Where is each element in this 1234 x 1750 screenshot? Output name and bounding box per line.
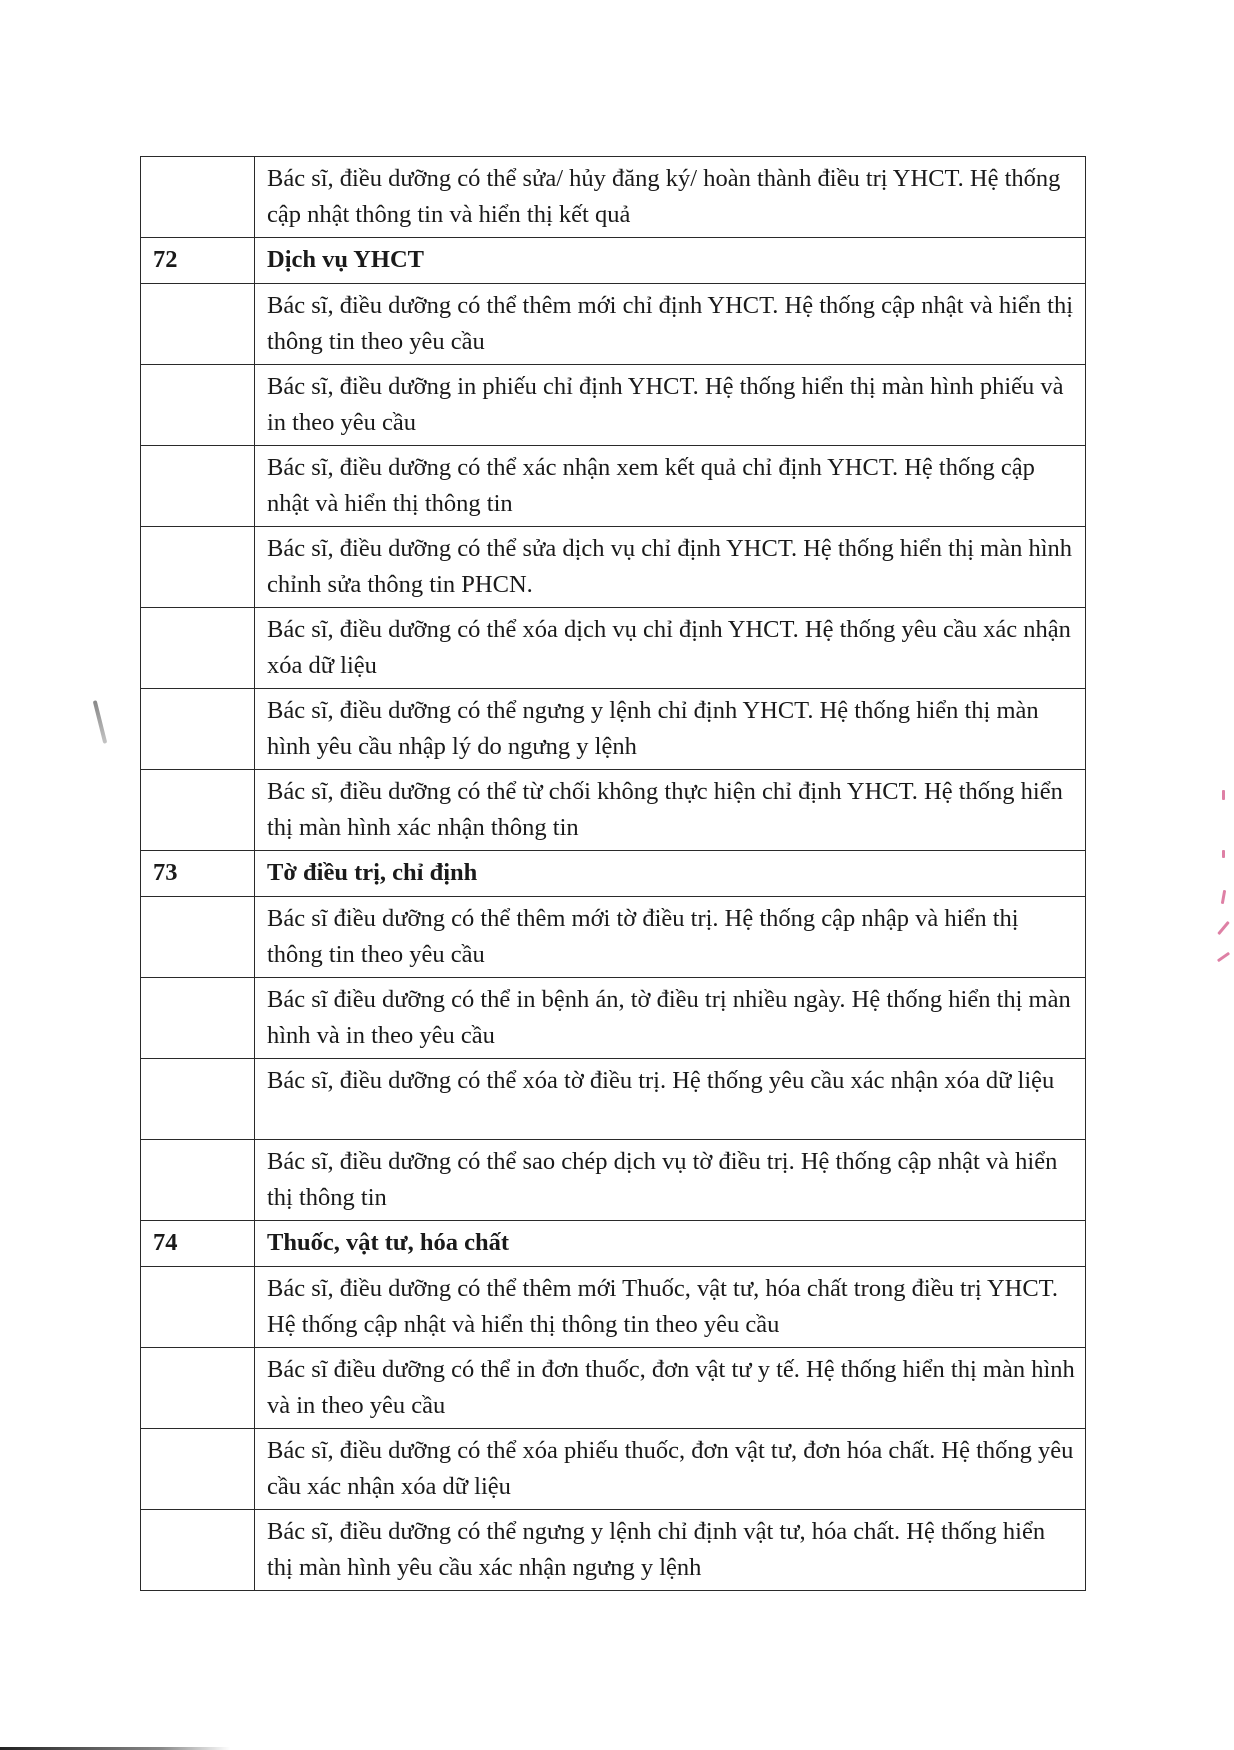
- table-row: [141, 1059, 1086, 1140]
- row-description: Bác sĩ, điều dưỡng có thể sửa dịch vụ chỉ định YHCT. Hệ thống hiển thị màn hình chỉnh sửa thông tin PHCN.: [255, 527, 1086, 608]
- requirements-table-body: [141, 157, 1086, 1591]
- row-description: Bác sĩ, điều dưỡng có thể xóa phiếu thuốc, đơn vật tư, đơn hóa chất. Hệ thống yêu cầu xác nhận xóa dữ liệu: [255, 1429, 1086, 1510]
- row-description: Bác sĩ, điều dưỡng có thể thêm mới Thuốc, vật tư, hóa chất trong điều trị YHCT. Hệ thống cập nhật và hiển thị thông tin theo yêu cầu: [255, 1267, 1086, 1348]
- row-number: [141, 689, 255, 770]
- row-description: Bác sĩ điều dưỡng có thể in đơn thuốc, đơn vật tư y tế. Hệ thống hiển thị màn hình và in theo yêu cầu: [255, 1348, 1086, 1429]
- table-row: [141, 1510, 1086, 1591]
- row-number: [141, 897, 255, 978]
- table-row: [141, 365, 1086, 446]
- section-header-row: [141, 851, 1086, 897]
- section-header-row: [141, 1221, 1086, 1267]
- section-number: 73: [141, 851, 255, 897]
- row-description: Bác sĩ, điều dưỡng có thể xóa dịch vụ chỉ định YHCT. Hệ thống yêu cầu xác nhận xóa dữ liệu: [255, 608, 1086, 689]
- row-number: [141, 1267, 255, 1348]
- row-number: [141, 1059, 255, 1140]
- section-number: 74: [141, 1221, 255, 1267]
- table-row: [141, 527, 1086, 608]
- table-row: [141, 1348, 1086, 1429]
- table-row: [141, 1267, 1086, 1348]
- row-number: [141, 1140, 255, 1221]
- row-description: Bác sĩ, điều dưỡng có thể xóa tờ điều trị. Hệ thống yêu cầu xác nhận xóa dữ liệu: [255, 1059, 1086, 1140]
- requirements-table: [140, 156, 1086, 1591]
- section-title: Thuốc, vật tư, hóa chất: [255, 1221, 1086, 1267]
- table-row: [141, 978, 1086, 1059]
- section-title: Tờ điều trị, chỉ định: [255, 851, 1086, 897]
- row-description: Bác sĩ, điều dưỡng có thể thêm mới chỉ định YHCT. Hệ thống cập nhật và hiển thị thông tin theo yêu cầu: [255, 284, 1086, 365]
- row-number: [141, 770, 255, 851]
- table-row: [141, 446, 1086, 527]
- row-description: Bác sĩ, điều dưỡng có thể xác nhận xem kết quả chỉ định YHCT. Hệ thống cập nhật và hiển thị thông tin: [255, 446, 1086, 527]
- table-row: [141, 284, 1086, 365]
- row-number: [141, 157, 255, 238]
- row-number: [141, 284, 255, 365]
- section-title: Dịch vụ YHCT: [255, 238, 1086, 284]
- table-row: [141, 608, 1086, 689]
- stamp-edge-mark: [1217, 921, 1230, 935]
- row-description: Bác sĩ, điều dưỡng có thể ngưng y lệnh chỉ định vật tư, hóa chất. Hệ thống hiển thị màn hình yêu cầu xác nhận ngưng y lệnh: [255, 1510, 1086, 1591]
- row-description: Bác sĩ, điều dưỡng có thể sửa/ hủy đăng ký/ hoàn thành điều trị YHCT. Hệ thống cập nhật thông tin và hiển thị kết quả: [255, 157, 1086, 238]
- section-header-row: [141, 238, 1086, 284]
- row-number: [141, 446, 255, 527]
- row-number: [141, 608, 255, 689]
- row-number: [141, 365, 255, 446]
- table-row: [141, 770, 1086, 851]
- stamp-edge-mark: [1221, 890, 1226, 904]
- scan-margin-mark: [93, 700, 108, 744]
- stamp-edge-mark: [1222, 790, 1225, 800]
- table-row: [141, 1140, 1086, 1221]
- stamp-edge-mark: [1222, 850, 1225, 858]
- row-description: Bác sĩ, điều dưỡng có thể từ chối không thực hiện chỉ định YHCT. Hệ thống hiển thị màn hình xác nhận thông tin: [255, 770, 1086, 851]
- section-number: 72: [141, 238, 255, 284]
- table-row: [141, 689, 1086, 770]
- row-number: [141, 1510, 255, 1591]
- row-description: Bác sĩ, điều dưỡng in phiếu chỉ định YHCT. Hệ thống hiển thị màn hình phiếu và in theo yêu cầu: [255, 365, 1086, 446]
- row-description: Bác sĩ điều dưỡng có thể thêm mới tờ điều trị. Hệ thống cập nhập và hiển thị thông tin theo yêu cầu: [255, 897, 1086, 978]
- table-row: [141, 1429, 1086, 1510]
- table-row: [141, 897, 1086, 978]
- row-number: [141, 1348, 255, 1429]
- row-description: Bác sĩ điều dưỡng có thể in bệnh án, tờ điều trị nhiều ngày. Hệ thống hiển thị màn hình và in theo yêu cầu: [255, 978, 1086, 1059]
- stamp-edge-mark: [1217, 952, 1230, 962]
- row-description: Bác sĩ, điều dưỡng có thể sao chép dịch vụ tờ điều trị. Hệ thống cập nhật và hiển thị thông tin: [255, 1140, 1086, 1221]
- row-description: Bác sĩ, điều dưỡng có thể ngưng y lệnh chỉ định YHCT. Hệ thống hiển thị màn hình yêu cầu nhập lý do ngưng y lệnh: [255, 689, 1086, 770]
- table-row: [141, 157, 1086, 238]
- row-number: [141, 1429, 255, 1510]
- row-number: [141, 978, 255, 1059]
- row-number: [141, 527, 255, 608]
